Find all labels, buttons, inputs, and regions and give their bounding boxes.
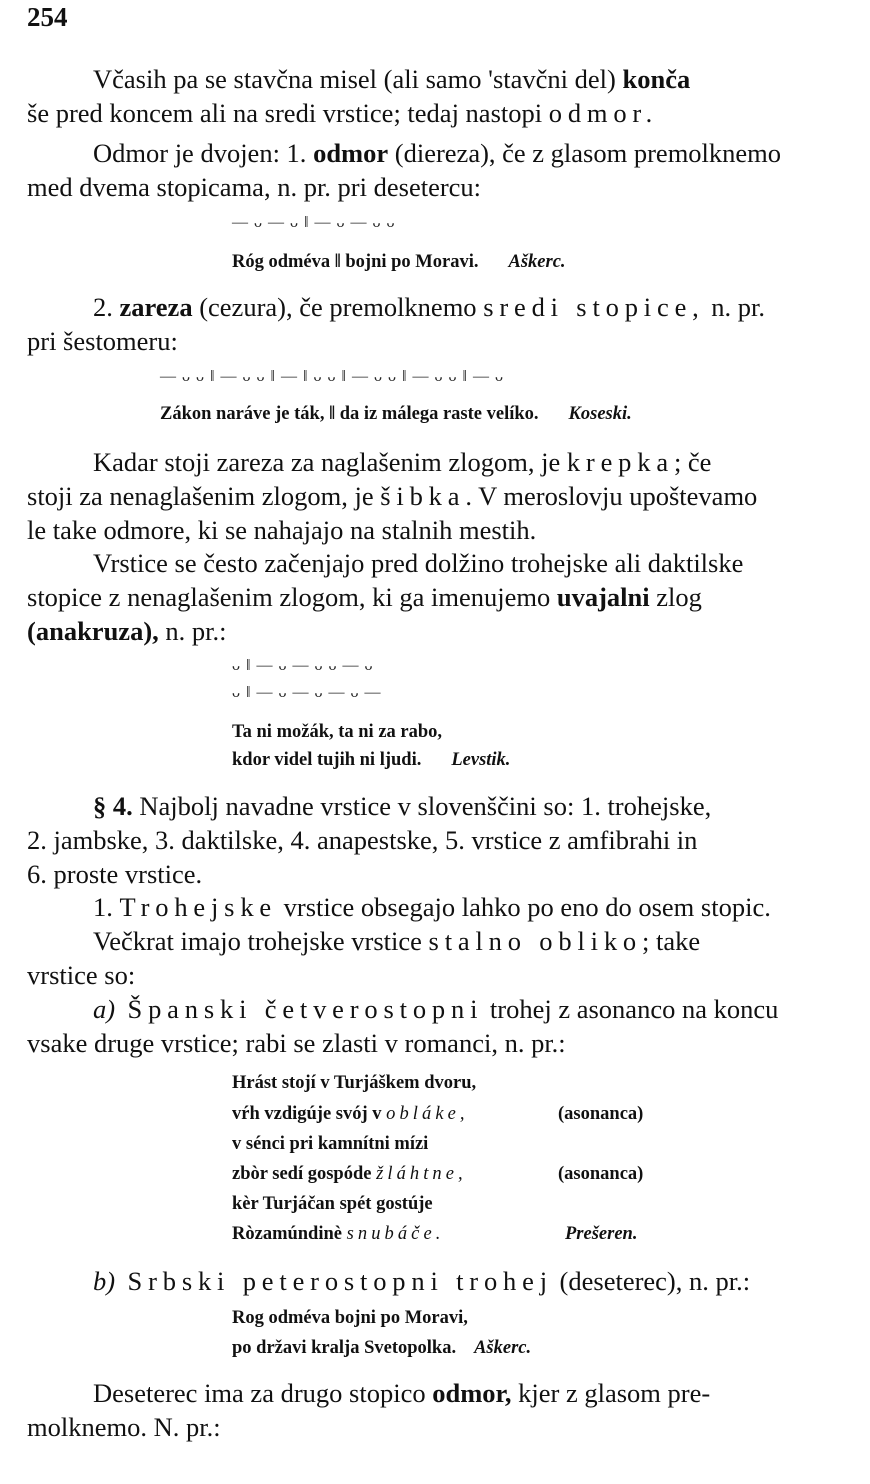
- bold-text: zareza: [119, 292, 193, 322]
- verse-line: Rog odméva bojni po Moravi,: [232, 1308, 468, 1328]
- paragraph-line: [93, 445, 711, 479]
- verse-text: kdor videl tujih ni ljudi.: [232, 750, 422, 770]
- text: vrstice obsegajo lahko po eno do osem stopic.: [277, 892, 771, 922]
- text: n. pr.: [704, 292, 766, 322]
- text: kjer z glasom pre-: [511, 1378, 711, 1408]
- spaced-text: krepka: [566, 447, 674, 477]
- spaced-text: stalno obliko: [428, 926, 642, 956]
- text: n. pr.:: [158, 616, 227, 646]
- verse-line: kèr Turjáčan spét gostúje: [232, 1194, 433, 1214]
- spaced-text: Trohejske: [119, 892, 277, 922]
- paragraph-line: le take odmore, ki se nahajajo na stalnih mestih.: [27, 515, 537, 545]
- paragraph-line: [93, 62, 843, 96]
- text: Kadar stoji zareza za naglašenim zlogom, je: [93, 447, 567, 477]
- verse-line: Hrást stojí v Turjáškem dvoru,: [232, 1073, 477, 1093]
- paragraph-line: [93, 290, 765, 324]
- paragraph-line: [93, 1376, 710, 1410]
- verse-line: Ta ni možák, ta ni za rabo,: [232, 722, 443, 742]
- verse-example: [160, 399, 632, 430]
- text: ; take: [642, 926, 701, 956]
- page-number: 254: [27, 2, 68, 32]
- spaced-text: Srbski peterostopni trohej: [115, 1266, 553, 1296]
- text: (diereza), če z glasom premolknemo: [388, 138, 782, 168]
- text: Večkrat imajo trohejske vrstice: [93, 926, 429, 956]
- paragraph-line: pri šestomeru:: [27, 326, 178, 356]
- section-heading: § 4.: [93, 791, 133, 821]
- text: (cezura), če premolknemo: [192, 292, 484, 322]
- bold-text: (anakruza),: [27, 616, 159, 646]
- spaced-text: sredi stopice,: [483, 292, 705, 322]
- paragraph-line: Vrstice se često začenjajo pred dolžino trohejske ali daktilske: [93, 548, 744, 578]
- paragraph-line: [93, 136, 781, 170]
- text: 2.: [93, 292, 120, 322]
- paragraph-line: [93, 992, 778, 1026]
- paragraph-line: molknemo. N. pr.:: [27, 1412, 221, 1442]
- author-name: Aškerc.: [474, 1338, 532, 1358]
- verse-text: Ròzamúndinè: [232, 1224, 347, 1244]
- text: še pred koncem ali na sredi vrstice; tedaj nastopi: [27, 98, 549, 128]
- rhyme-word: obláke,: [386, 1104, 469, 1124]
- paragraph-line: [93, 890, 771, 924]
- text: Najbolj navadne vrstice v slovenščini so: 1. trohejske,: [132, 791, 712, 821]
- author-name: Koseski.: [568, 404, 632, 424]
- verse-text: vŕh vzdigúje svój v: [232, 1104, 387, 1124]
- verse-text: zbòr sedí gospóde: [232, 1164, 377, 1184]
- spaced-text: odmor.: [548, 98, 659, 128]
- rhyme-word: snubáče.: [346, 1224, 445, 1244]
- paragraph-line: vsake druge vrstice; rabi se zlasti v romanci, n. pr.:: [27, 1028, 566, 1058]
- paragraph-line: [27, 479, 757, 513]
- paragraph-line: [93, 789, 711, 823]
- paragraph-line: 6. proste vrstice.: [27, 859, 203, 889]
- author-name: Levstik.: [451, 750, 511, 770]
- verse-example: [232, 1333, 531, 1364]
- spaced-text: šibka: [380, 481, 466, 511]
- text: Včasih pa se stavčna misel (ali samo 'stavčni del): [93, 64, 623, 94]
- paragraph-line: [93, 924, 700, 958]
- paragraph-line: vrstice so:: [27, 960, 136, 990]
- verse-text: Róg odméva ‖ bojni po Moravi.: [232, 252, 479, 272]
- text: ; če: [673, 447, 712, 477]
- metrical-scheme: — ᴗ — ᴗ ‖ — ᴗ — ᴗ ᴗ: [232, 214, 396, 231]
- text: . V meroslovju upoštevamo: [465, 481, 758, 511]
- verse-example: [232, 745, 510, 776]
- bold-text: odmor: [313, 138, 389, 168]
- spaced-text: Španski četverostopni: [115, 994, 484, 1024]
- author-name: Aškerc.: [508, 252, 566, 272]
- author-name: Prešeren.: [565, 1224, 638, 1244]
- metrical-scheme: — ᴗ ᴗ ‖ — ᴗ ᴗ ‖ — ‖ ᴗ ᴗ ‖ — ᴗ ᴗ ‖ — ᴗ ᴗ ‖ — ᴗ: [160, 368, 504, 385]
- paragraph-line: [27, 580, 702, 614]
- verse-line: [232, 1219, 444, 1250]
- paragraph-line: 2. jambske, 3. daktilske, 4. anapestske, 5. vrstice z amfibrahi in: [27, 825, 698, 855]
- text: stoji za nenaglašenim zlogom, je: [27, 481, 381, 511]
- paragraph-line: [93, 1264, 750, 1298]
- metrical-scheme: ᴗ ‖ — ᴗ — ᴗ ᴗ — ᴗ: [232, 657, 374, 674]
- verse-example: [232, 247, 566, 278]
- text: 1.: [93, 892, 120, 922]
- verse-line: [232, 1159, 467, 1190]
- asonance-note: (asonanca): [558, 1164, 644, 1184]
- asonance-note: (asonanca): [558, 1104, 644, 1124]
- verse-line: v sénci pri kamnítni mízi: [232, 1134, 429, 1154]
- verse-line: [232, 1099, 469, 1130]
- paragraph-line: med dvema stopicama, n. pr. pri desetercu:: [27, 172, 482, 202]
- text: Odmor je dvojen: 1.: [93, 138, 314, 168]
- bold-text: konča: [622, 64, 691, 94]
- text: (deseterec), n. pr.:: [552, 1266, 751, 1296]
- text: stopice z nenaglašenim zlogom, ki ga imenujemo: [27, 582, 557, 612]
- verse-text: Zákon naráve je ták, ‖ da iz málega raste velíko.: [160, 404, 539, 424]
- bold-text: uvajalni: [556, 582, 650, 612]
- text: trohej z asonanco na koncu: [483, 994, 779, 1024]
- bold-text: odmor,: [432, 1378, 512, 1408]
- list-marker: a): [93, 994, 116, 1024]
- verse-text: po državi kralja Svetopolka.: [232, 1338, 457, 1358]
- list-marker: b): [93, 1266, 116, 1296]
- text: Deseterec ima za drugo stopico: [93, 1378, 433, 1408]
- metrical-scheme: ᴗ ‖ — ᴗ — ᴗ — ᴗ —: [232, 684, 382, 701]
- text: zlog: [649, 582, 702, 612]
- paragraph-line: [27, 96, 658, 130]
- paragraph-line: [27, 614, 227, 648]
- rhyme-word: žláhtne,: [376, 1164, 467, 1184]
